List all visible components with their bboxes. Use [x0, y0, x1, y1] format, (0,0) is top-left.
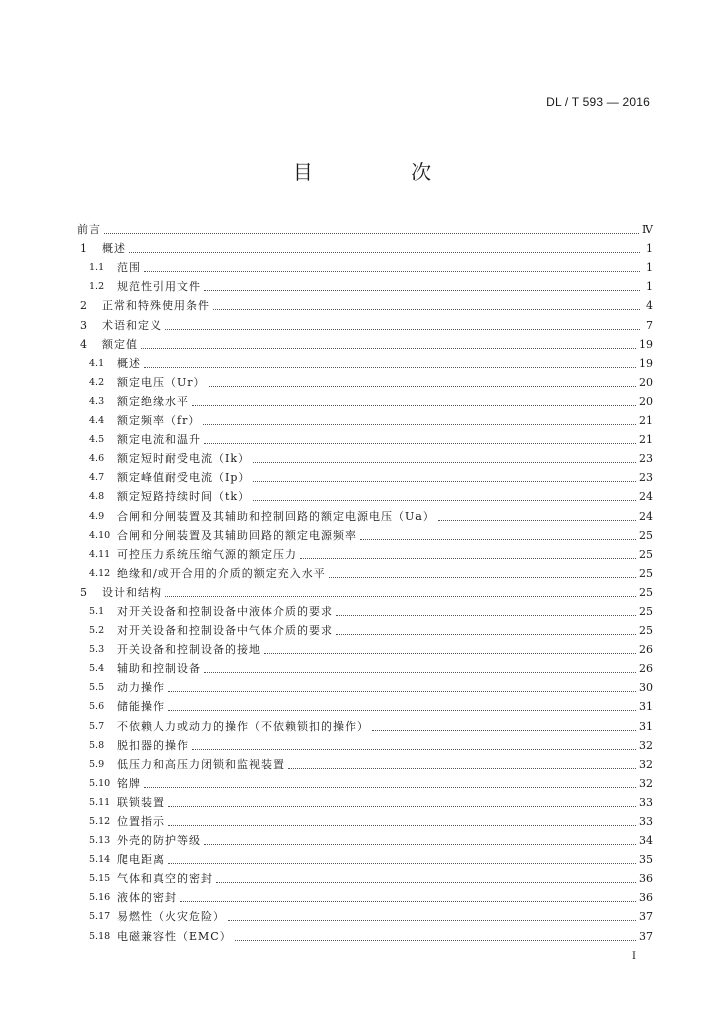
toc-entry-number: 4.3	[89, 395, 105, 407]
toc-entry-title: 对开关设备和控制设备中液体介质的要求	[117, 604, 333, 618]
toc-entry-number: 1	[80, 242, 87, 256]
toc-entry-page: 1	[646, 280, 653, 294]
toc-entry-number: 4.5	[89, 434, 105, 446]
toc-leader-dots	[129, 251, 640, 253]
toc-leader-dots	[168, 690, 636, 692]
toc-entry	[77, 428, 653, 447]
toc-entry-page: 4	[646, 299, 653, 313]
toc-entry	[77, 275, 653, 294]
toc-entry-number: 5.17	[89, 911, 111, 923]
toc-leader-dots	[372, 729, 636, 731]
toc-entry-title: 额定频率（fr）	[117, 414, 201, 428]
toc-entry	[77, 772, 653, 791]
toc-leader-dots	[235, 939, 636, 941]
toc-entry	[77, 829, 653, 848]
toc-leader-dots	[168, 862, 636, 864]
toc-entry-page: 20	[639, 394, 653, 408]
toc-entry-page: 23	[639, 452, 653, 466]
toc-leader-dots	[192, 404, 636, 406]
toc-entry-title: 规范性引用文件	[117, 280, 201, 294]
toc-leader-dots	[144, 366, 636, 368]
toc-entry-number: 5.12	[89, 816, 111, 827]
toc-entry	[77, 753, 653, 772]
toc-leader-dots	[209, 385, 636, 387]
toc-entry-title: 设计和结构	[102, 585, 162, 599]
toc-entry-page: 32	[639, 757, 653, 771]
toc-entry-page: 25	[639, 604, 653, 618]
toc-entry-title: 电磁兼容性（EMC）	[117, 929, 232, 943]
toc-entry-title: 额定峰值耐受电流（Ip）	[117, 471, 251, 485]
toc-entry-title: 额定值	[102, 337, 138, 351]
toc-entry-title: 开关设备和控制设备的接地	[117, 643, 261, 657]
toc-entry-page: 25	[639, 547, 653, 561]
toc-entry	[77, 524, 653, 543]
toc-leader-dots	[204, 442, 636, 444]
toc-entry-number: 4.7	[89, 472, 105, 484]
toc-entry-title: 额定绝缘水平	[117, 394, 189, 408]
toc-entry-number: 4	[80, 337, 87, 351]
toc-entry-number: 5.10	[89, 777, 111, 789]
toc-entry-title: 概述	[117, 356, 141, 370]
toc-entry	[77, 562, 653, 581]
toc-entry-page: 30	[639, 681, 653, 695]
toc-entry	[77, 924, 653, 943]
toc-entry-number: 4.11	[89, 548, 111, 560]
toc-entry-page: 33	[639, 795, 653, 809]
toc-entry	[77, 714, 653, 733]
toc-entry	[77, 371, 653, 390]
toc-entry-title: 额定电压（Ur）	[117, 375, 206, 389]
toc-entry-number: 5.7	[89, 720, 105, 732]
toc-leader-dots	[165, 328, 640, 330]
toc-entry-number: 5.6	[89, 701, 105, 713]
toc-entry	[77, 657, 653, 676]
toc-entry-page: 24	[639, 490, 653, 504]
toc-entry	[77, 447, 653, 466]
toc-entry-title: 位置指示	[117, 815, 165, 828]
toc-entry-title: 术语和定义	[102, 318, 162, 332]
toc-entry	[77, 313, 653, 332]
toc-entry-title: 液体的密封	[117, 891, 177, 905]
toc-entry-title: 正常和特殊使用条件	[102, 299, 210, 313]
toc-entry-page: 26	[639, 643, 653, 657]
toc-entry-title: 储能操作	[117, 700, 165, 714]
toc-leader-dots	[336, 614, 636, 616]
toc-entry-page: 37	[639, 910, 653, 924]
toc-entry	[77, 600, 653, 619]
toc-entry-number: 5.4	[89, 663, 105, 675]
toc-leader-dots	[253, 480, 636, 482]
toc-entry-number: 5.13	[89, 835, 111, 847]
toc-entry	[77, 695, 653, 714]
toc-entry-title: 易燃性（火灾危险）	[117, 910, 225, 924]
toc-leader-dots	[253, 499, 636, 501]
toc-entry-number: 5	[80, 585, 87, 599]
toc-entry-page: 25	[639, 585, 653, 599]
toc-entry	[77, 619, 653, 638]
toc-entry-page: 36	[639, 872, 653, 886]
toc-entry-number: 5.18	[89, 930, 111, 942]
toc-entry-number: 5.16	[89, 892, 111, 904]
toc-entry	[77, 734, 653, 753]
toc-leader-dots	[204, 289, 640, 291]
toc-entry-title: 概述	[102, 242, 126, 256]
toc-entry-title: 前言	[77, 223, 101, 237]
toc-entry-title: 额定短路持续时间（tk）	[117, 490, 251, 504]
toc-leader-dots	[204, 843, 636, 845]
toc-leader-dots	[168, 709, 636, 711]
toc-leader-dots	[288, 767, 636, 769]
toc-entry-title: 额定电流和温升	[117, 433, 201, 447]
toc-entry	[77, 390, 653, 409]
toc-entry	[77, 504, 653, 523]
toc-entry-number: 2	[80, 299, 87, 313]
toc-entry-title: 联锁装置	[117, 795, 165, 809]
toc-leader-dots	[438, 519, 636, 521]
toc-entry	[77, 466, 653, 485]
toc-entry	[77, 237, 653, 256]
toc-entry-number: 5.2	[89, 625, 105, 637]
toc-entry-page: 25	[639, 566, 653, 580]
document-code: DL / T 593 — 2016	[546, 95, 650, 109]
toc-entry-page: 1	[646, 261, 653, 275]
toc-leader-dots	[300, 557, 636, 559]
toc-entry-number: 4.2	[89, 376, 105, 388]
toc-leader-dots	[228, 919, 636, 921]
toc-entry-number: 5.3	[89, 644, 105, 656]
toc-entry-number: 1.2	[89, 281, 105, 293]
toc-entry-page: 33	[639, 815, 653, 828]
toc-entry-number: 4.9	[89, 510, 105, 522]
toc-leader-dots	[180, 900, 636, 902]
toc-entry	[77, 581, 653, 600]
toc-leader-dots	[144, 786, 636, 788]
table-of-contents	[77, 218, 653, 944]
toc-leader-dots	[104, 232, 639, 234]
toc-leader-dots	[168, 805, 636, 807]
toc-entry	[77, 333, 653, 352]
toc-entry	[77, 886, 653, 905]
toc-entry-title: 低压力和高压力闭锁和监视装置	[117, 757, 285, 771]
toc-entry-page: 1	[646, 242, 653, 256]
toc-entry-title: 脱扣器的操作	[117, 738, 189, 752]
toc-entry	[77, 256, 653, 275]
toc-entry-number: 5.9	[89, 758, 105, 770]
toc-entry-page: 25	[639, 528, 653, 542]
toc-entry-number: 4.4	[89, 415, 105, 427]
toc-entry	[77, 352, 653, 371]
toc-entry-number: 4.8	[89, 491, 105, 503]
toc-entry-page: 31	[639, 719, 653, 733]
toc-entry-number: 5.11	[89, 796, 111, 808]
toc-entry-page: 26	[639, 662, 653, 676]
toc-entry-number: 4.10	[89, 529, 111, 541]
toc-entry	[77, 848, 653, 867]
toc-leader-dots	[204, 671, 636, 673]
toc-entry-title: 气体和真空的密封	[117, 872, 213, 886]
toc-entry-page: 20	[639, 375, 653, 389]
toc-entry-page: 21	[639, 433, 653, 447]
toc-entry-page: 37	[639, 929, 653, 943]
toc-entry	[77, 638, 653, 657]
toc-entry-title: 合闸和分闸装置及其辅助和控制回路的额定电源电压（Ua）	[117, 509, 435, 523]
toc-entry-page: 21	[639, 414, 653, 428]
toc-entry-title: 外壳的防护等级	[117, 834, 201, 848]
toc-entry-page: 35	[639, 853, 653, 867]
toc-leader-dots	[141, 347, 636, 349]
toc-leader-dots	[192, 748, 636, 750]
toc-entry-page: 19	[639, 337, 653, 351]
toc-entry	[77, 485, 653, 504]
toc-entry	[77, 810, 653, 829]
toc-entry-number: 5.5	[89, 682, 105, 694]
toc-entry-number: 4.6	[89, 453, 105, 465]
toc-leader-dots	[144, 270, 640, 272]
toc-entry-page: Ⅳ	[642, 223, 653, 237]
toc-entry-number: 5.14	[89, 854, 111, 866]
toc-leader-dots	[203, 423, 636, 425]
toc-entry-number: 5.8	[89, 739, 105, 751]
toc-leader-dots	[336, 633, 636, 635]
toc-entry-number: 4.1	[89, 357, 105, 369]
toc-entry-number: 5.1	[89, 605, 105, 617]
toc-entry-page: 7	[646, 318, 653, 332]
toc-entry-number: 5.15	[89, 873, 111, 885]
toc-entry-page: 34	[639, 834, 653, 848]
toc-entry-page: 23	[639, 471, 653, 485]
toc-entry-title: 额定短时耐受电流（Ik）	[117, 452, 251, 466]
page-number: I	[632, 951, 636, 962]
toc-entry-title: 对开关设备和控制设备中气体介质的要求	[117, 624, 333, 638]
toc-entry-title: 范围	[117, 261, 141, 275]
toc-entry	[77, 218, 653, 237]
toc-entry-page: 32	[639, 776, 653, 790]
toc-entry-page: 36	[639, 891, 653, 905]
toc-entry-title: 不依赖人力或动力的操作（不依赖锁扣的操作）	[117, 719, 369, 733]
toc-entry	[77, 409, 653, 428]
toc-entry-page: 25	[639, 624, 653, 638]
toc-entry-title: 可控压力系统压缩气源的额定压力	[117, 547, 297, 561]
toc-entry-number: 3	[80, 318, 87, 332]
toc-entry-title: 辅助和控制设备	[117, 662, 201, 676]
toc-entry-page: 31	[639, 700, 653, 714]
page-title: 目 次	[292, 160, 478, 184]
toc-leader-dots	[264, 652, 636, 654]
toc-entry	[77, 905, 653, 924]
toc-entry-page: 24	[639, 509, 653, 523]
toc-entry-page: 32	[639, 738, 653, 752]
toc-entry	[77, 294, 653, 313]
toc-leader-dots	[165, 595, 636, 597]
toc-entry-title: 铭牌	[117, 776, 141, 790]
toc-entry	[77, 867, 653, 886]
toc-entry-number: 4.12	[89, 567, 111, 579]
toc-entry	[77, 791, 653, 810]
toc-entry	[77, 676, 653, 695]
toc-entry	[77, 543, 653, 562]
toc-entry-page: 19	[639, 356, 653, 370]
toc-entry-title: 合闸和分闸装置及其辅助回路的额定电源频率	[117, 528, 357, 542]
toc-leader-dots	[168, 824, 636, 826]
toc-leader-dots	[213, 308, 640, 310]
toc-leader-dots	[329, 576, 636, 578]
toc-entry-title: 绝缘和/或开合用的介质的额定充入水平	[117, 566, 326, 580]
toc-entry-title: 动力操作	[117, 681, 165, 695]
toc-leader-dots	[360, 538, 636, 540]
toc-leader-dots	[216, 881, 636, 883]
toc-entry-number: 1.1	[89, 262, 105, 274]
toc-entry-title: 爬电距离	[117, 853, 165, 867]
toc-leader-dots	[253, 461, 636, 463]
